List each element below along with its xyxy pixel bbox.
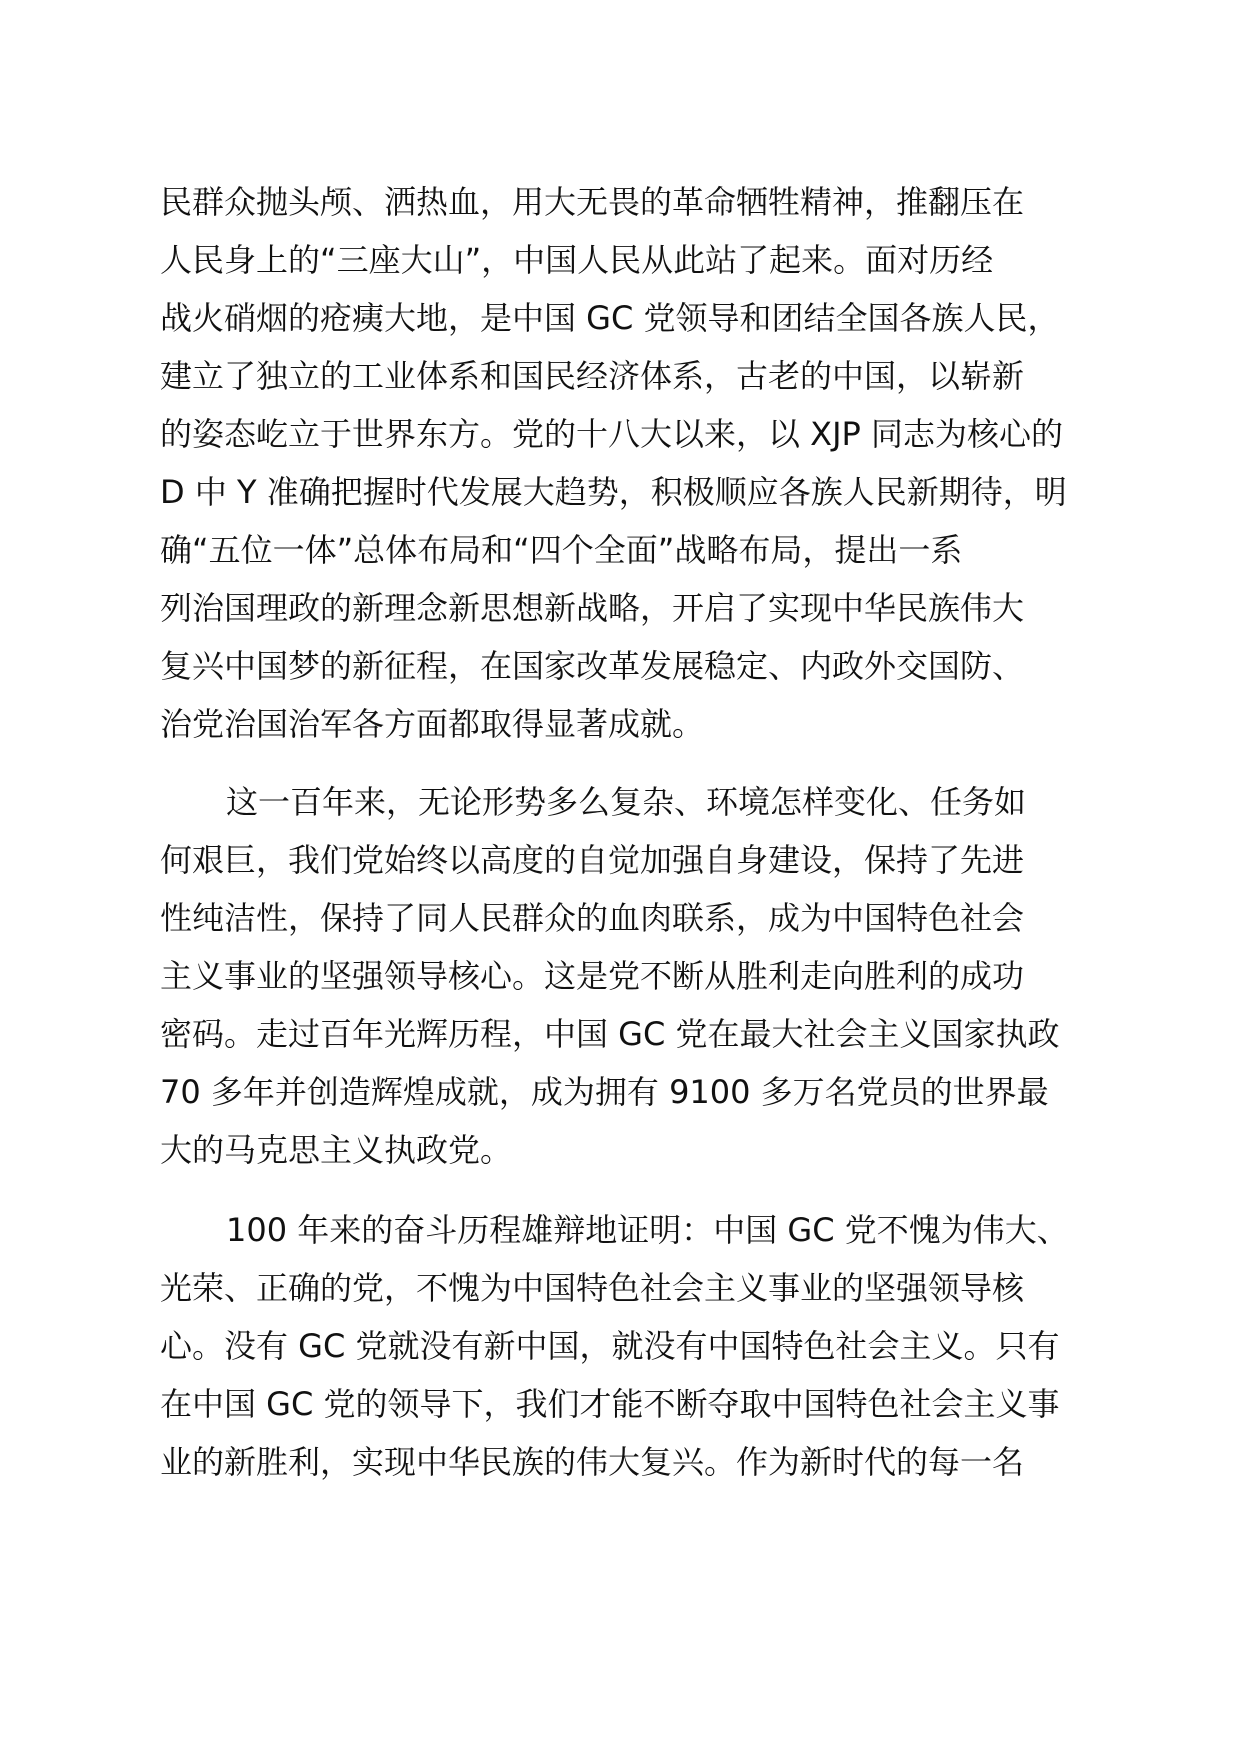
paragraph-line: 何艰巨，我们党始终以高度的自觉加强自身建设，保持了先进 — [160, 841, 1025, 879]
paragraph-line: 性纯洁性，保持了同人民群众的血肉联系，成为中国特色社会 — [160, 899, 1025, 937]
paragraph-line: 在中国 GC 党的领导下，我们才能不断夺取中国特色社会主义事 — [160, 1385, 1060, 1423]
paragraph-line: D 中 Y 准确把握时代发展大趋势，积极顺应各族人民新期待，明 — [160, 473, 1067, 511]
paragraph-line: 复兴中国梦的新征程，在国家改革发展稳定、内政外交国防、 — [160, 647, 1025, 685]
paragraph-line: 战火硝烟的疮痍大地，是中国 GC 党领导和团结全国各族人民， — [160, 299, 1060, 337]
paragraph-line: 光荣、正确的党，不愧为中国特色社会主义事业的坚强领导核 — [160, 1269, 1025, 1307]
paragraph-line: 人民身上的“三座大山”，中国人民从此站了起来。面对历经 — [160, 241, 994, 279]
paragraph-line: 大的马克思主义执政党。 — [160, 1131, 513, 1169]
paragraph-line: 密码。走过百年光辉历程，中国 GC 党在最大社会主义国家执政 — [160, 1015, 1060, 1053]
paragraph-first-line: 这一百年来，无论形势多么复杂、环境怎样变化、任务如 — [226, 783, 1027, 821]
paragraph-line: 的姿态屹立于世界东方。党的十八大以来，以 XJP 同志为核心的 — [160, 415, 1064, 453]
paragraph-line: 主义事业的坚强领导核心。这是党不断从胜利走向胜利的成功 — [160, 957, 1025, 995]
paragraph-2 — [160, 773, 1090, 1179]
paragraph-1 — [160, 173, 1090, 753]
paragraph-3 — [160, 1201, 1090, 1491]
paragraph-first-line: 100 年来的奋斗历程雄辩地证明：中国 GC 党不愧为伟大、 — [226, 1211, 1069, 1249]
paragraph-line: 民群众抛头颅、洒热血，用大无畏的革命牺牲精神，推翻压在 — [160, 183, 1025, 221]
paragraph-line: 治党治国治军各方面都取得显著成就。 — [160, 705, 705, 743]
paragraph-line: 建立了独立的工业体系和国民经济体系，古老的中国，以崭新 — [160, 357, 1025, 395]
paragraph-line: 业的新胜利，实现中华民族的伟大复兴。作为新时代的每一名 — [160, 1443, 1025, 1481]
paragraph-line: 70 多年并创造辉煌成就，成为拥有 9100 多万名党员的世界最 — [160, 1073, 1049, 1111]
paragraph-line: 列治国理政的新理念新思想新战略，开启了实现中华民族伟大 — [160, 589, 1025, 627]
paragraph-line: 心。没有 GC 党就没有新中国，就没有中国特色社会主义。只有 — [160, 1327, 1060, 1365]
paragraph-line: 确“五位一体”总体布局和“四个全面”战略布局，提出一系 — [160, 531, 963, 569]
